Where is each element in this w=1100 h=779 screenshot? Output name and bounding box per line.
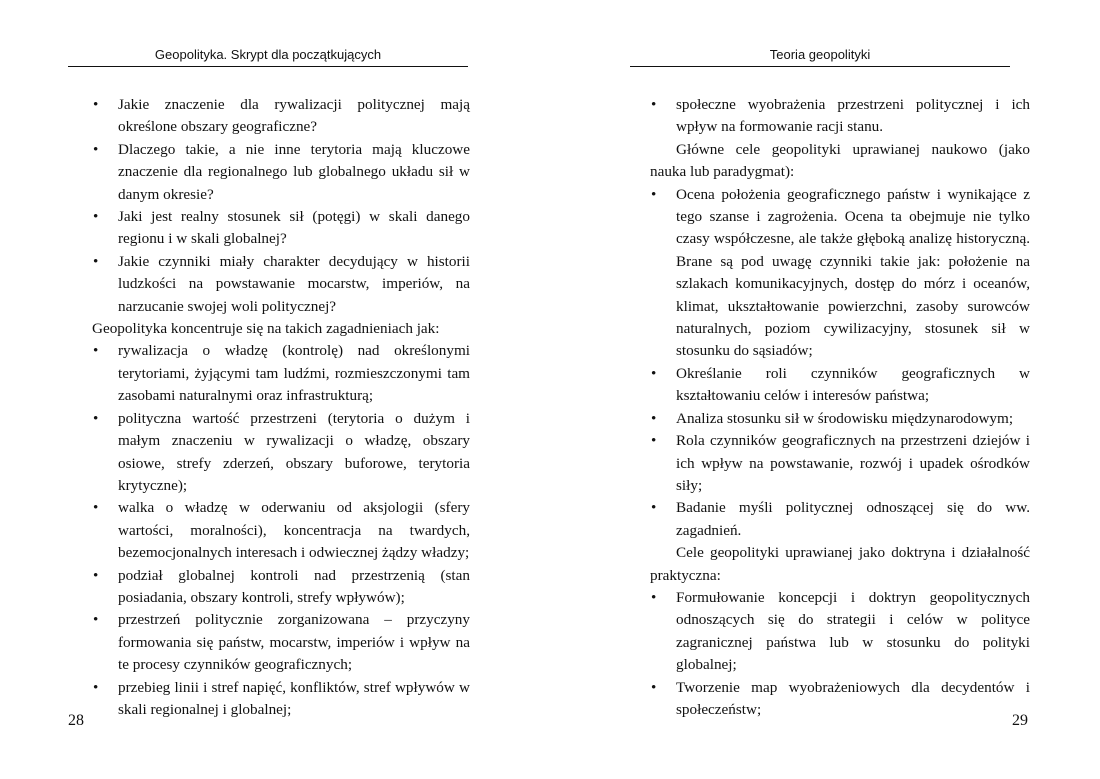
list-item-text: Jaki jest realny stosunek sił (potęgi) w skali danego regionu i w skali globalnej? bbox=[118, 208, 470, 248]
list-item-text: Formułowanie koncepcji i doktryn geopolitycznych odnoszących się do strategii i celów w polityce zagranicznej państwa lub w stosunku do polityki globalnej; bbox=[676, 588, 1030, 674]
list-item-text: Dlaczego takie, a nie inne terytoria mają kluczowe znaczenie dla regionalnego lub globalnego układu sił w danym okresie? bbox=[118, 140, 470, 203]
list-item bbox=[650, 497, 1030, 542]
bullet-icon: • bbox=[93, 208, 99, 226]
list-item bbox=[92, 139, 470, 206]
bullet-icon: • bbox=[651, 409, 657, 427]
list-item bbox=[650, 363, 1030, 408]
list-item bbox=[92, 206, 470, 251]
list-item bbox=[92, 565, 470, 610]
practical-goals-intro: Cele geopolityki uprawianej jako doktryna i działalność praktyczna: bbox=[650, 544, 1030, 584]
list-item-text: społeczne wyobrażenia przestrzeni politycznej i ich wpływ na formowanie racji stanu. bbox=[676, 96, 1030, 136]
bullet-icon: • bbox=[93, 140, 99, 158]
bullet-icon: • bbox=[93, 499, 99, 517]
running-header-left: Geopolityka. Skrypt dla początkujących bbox=[154, 47, 382, 62]
list-item-text: Określanie roli czynników geograficznych w kształtowaniu celów i interesów państwa; bbox=[676, 364, 1030, 405]
list-item bbox=[650, 587, 1030, 677]
bullet-icon: • bbox=[93, 96, 99, 113]
bullet-icon: • bbox=[651, 364, 657, 382]
bullet-icon: • bbox=[651, 588, 657, 606]
bullet-icon: • bbox=[651, 678, 657, 696]
list-item-text: walka o władzę w oderwaniu od aksjologii (sfery wartości, moralności), koncentracja na twardych, bezemocjonalnych interesach i odwiecznej żądzy władzy; bbox=[118, 499, 470, 562]
list-item bbox=[92, 497, 470, 564]
list-item-text: przestrzeń politycznie zorganizowana – przyczyny formowania się państw, mocarstw, imperiów i wpływ na te procesy czynników geograficznych; bbox=[118, 611, 470, 674]
bullet-icon: • bbox=[93, 409, 99, 427]
right-text-block bbox=[650, 94, 1030, 721]
list-item bbox=[650, 430, 1030, 497]
bullet-icon: • bbox=[651, 499, 657, 517]
topics-list bbox=[92, 340, 470, 721]
bullet-icon: • bbox=[93, 611, 99, 629]
list-item-text: podział globalnej kontroli nad przestrzenią (stan posiadania, obszary kontroli, strefy wpływów); bbox=[118, 566, 470, 606]
list-item bbox=[92, 94, 470, 139]
list-item-text: Badanie myśli politycznej odnoszącej się do ww. zagadnień. bbox=[676, 499, 1030, 539]
right-page bbox=[550, 0, 1100, 779]
scientific-goals-intro: Główne cele geopolityki uprawianej naukowo (jako nauka lub paradygmat): bbox=[650, 140, 1030, 181]
list-item-text: Jakie znaczenie dla rywalizacji politycznej mają określone obszary geograficzne? bbox=[118, 96, 470, 136]
practical-goals-list bbox=[650, 587, 1030, 721]
bullet-icon: • bbox=[93, 678, 99, 696]
list-item bbox=[650, 677, 1030, 722]
list-item-text: przebieg linii i stref napięć, konfliktów, stref wpływów w skali regionalnej i globalnej; bbox=[118, 678, 470, 718]
scientific-goals-list bbox=[650, 184, 1030, 543]
list-item-text: rywalizacja o władzę (kontrolę) nad określonymi terytoriami, żyjącymi tam ludźmi, rozmieszczonymi tam zasobami naturalnymi oraz infrastrukturą; bbox=[118, 342, 470, 405]
page-number-left: 28 bbox=[68, 712, 84, 729]
list-item-text: Analiza stosunku sił w środowisku międzynarodowym; bbox=[676, 409, 1014, 427]
continued-bullets-list bbox=[650, 94, 1030, 139]
bullet-icon: • bbox=[651, 185, 657, 203]
list-item bbox=[650, 184, 1030, 363]
header-rule-left bbox=[68, 66, 468, 67]
bullet-icon: • bbox=[93, 252, 99, 270]
list-item bbox=[92, 408, 470, 498]
list-item-text: Rola czynników geograficznych na przestrzeni dziejów i ich wpływ na powstawanie, rozwój i upadek ośrodków siły; bbox=[676, 432, 1030, 494]
list-item bbox=[92, 677, 470, 722]
list-item-text: Jakie czynniki miały charakter decydujący w historii ludzkości na powstawanie mocarstw, imperiów, na narzucanie swojej woli politycznej? bbox=[118, 252, 470, 315]
list-item bbox=[650, 94, 1030, 139]
header-rule-right bbox=[630, 66, 1010, 67]
bullet-icon: • bbox=[93, 566, 99, 584]
bullet-icon: • bbox=[651, 96, 657, 113]
bullet-icon: • bbox=[651, 432, 657, 450]
list-item bbox=[650, 408, 1030, 430]
bullet-icon: • bbox=[93, 342, 99, 360]
list-item bbox=[92, 251, 470, 318]
list-item-text: Tworzenie map wyobrażeniowych dla decydentów i społeczeństw; bbox=[676, 678, 1030, 718]
running-header-right: Teoria geopolityki bbox=[769, 47, 871, 62]
list-item-text: polityczna wartość przestrzeni (terytoria o dużym i małym znaczeniu w rywalizacji o władzę, obszary osiowe, strefy zderzeń, obszary buforowe, terytoria krytyczne); bbox=[118, 409, 470, 494]
page-number-right: 29 bbox=[1012, 712, 1028, 729]
list-item bbox=[92, 340, 470, 407]
list-item-text: Ocena położenia geograficznego państw i wynikające z tego szanse i zagrożenia. Ocena ta obejmuje nie tylko czasy współczesne, ale także głęboką analizę historyczną. Brane są pod uwagę czynniki takie jak: położenie na szlakach komunikacyjnych, dostęp do mórz i oceanów, klimat, ukształtowanie powierzchni, zasoby surowców naturalnych, poziom cywilizacyjny, stosunek sił w stosunku do sąsiadów; bbox=[676, 185, 1030, 360]
topics-intro: Geopolityka koncentruje się na takich zagadnieniach jak: bbox=[92, 320, 440, 338]
questions-list bbox=[92, 94, 470, 318]
list-item bbox=[92, 609, 470, 676]
left-text-block bbox=[92, 94, 470, 721]
